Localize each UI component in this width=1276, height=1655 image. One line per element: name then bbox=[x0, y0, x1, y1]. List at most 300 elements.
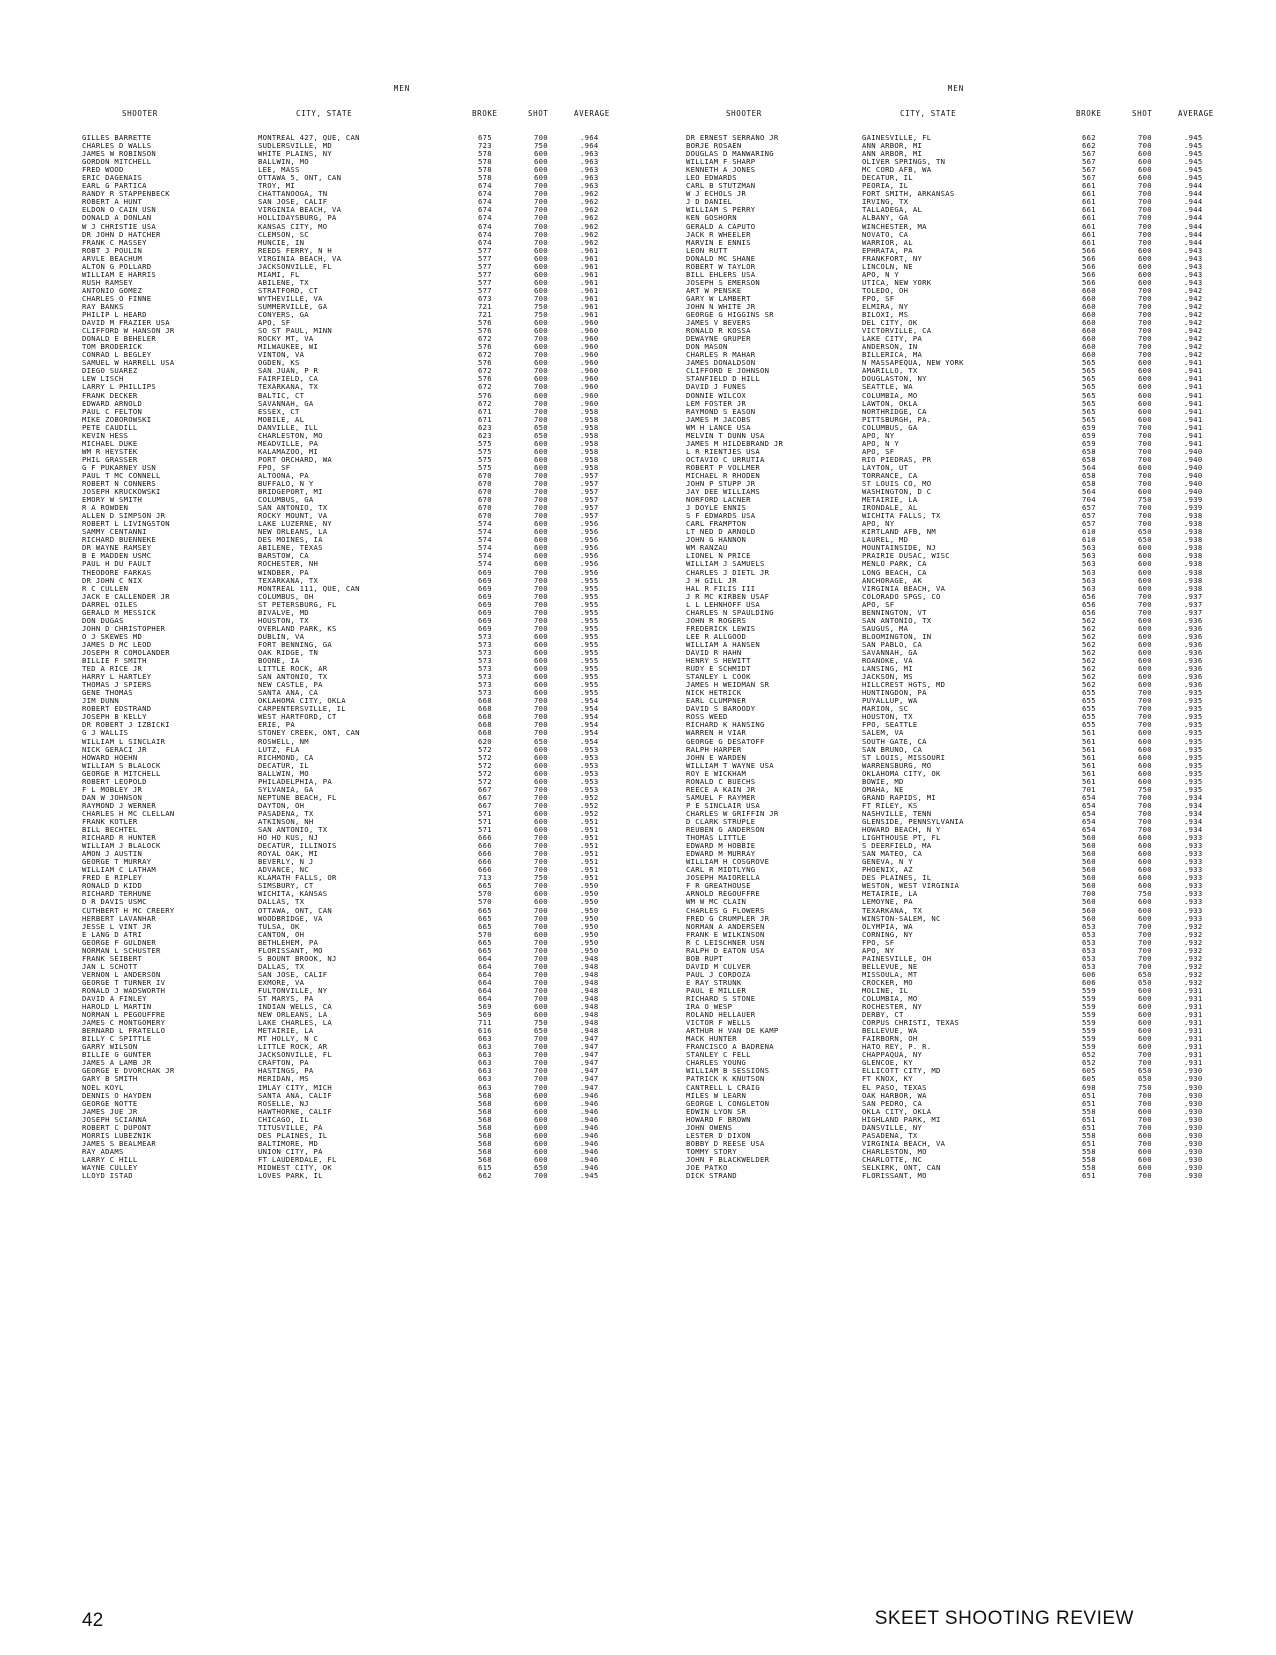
broke-value: 576 bbox=[478, 318, 492, 328]
broke-value: 576 bbox=[478, 358, 492, 368]
shot-value: 700 bbox=[1138, 1058, 1152, 1068]
city-state: ANDERSON, IN bbox=[862, 342, 918, 352]
city-state: SAN JOSE, CALIF bbox=[258, 197, 328, 207]
table-row bbox=[686, 1172, 1276, 1180]
shooter-name: DOUGLAS D MANWARING bbox=[686, 149, 774, 159]
shooter-name: MIKE ZOBOROWSKI bbox=[82, 414, 152, 424]
city-state: BALTIMORE, MD bbox=[258, 1138, 319, 1148]
shot-value: 700 bbox=[1138, 503, 1152, 513]
average-value: .961 bbox=[580, 261, 599, 271]
city-state: S DEERFIELD, MA bbox=[862, 841, 932, 851]
city-state: LAUREL, MD bbox=[862, 535, 909, 545]
shot-value: 600 bbox=[1138, 833, 1152, 843]
shot-value: 700 bbox=[534, 487, 548, 497]
broke-value: 558 bbox=[1082, 1154, 1096, 1164]
shot-value: 700 bbox=[534, 953, 548, 963]
average-value: .940 bbox=[1184, 479, 1203, 489]
city-state: APO, SF bbox=[862, 599, 895, 609]
broke-value: 659 bbox=[1082, 422, 1096, 432]
shot-value: 700 bbox=[1138, 921, 1152, 931]
average-value: .961 bbox=[580, 285, 599, 295]
average-value: .961 bbox=[580, 301, 599, 311]
shot-value: 600 bbox=[534, 744, 548, 754]
broke-value: 663 bbox=[478, 1050, 492, 1060]
shooter-name: RICHARD TERHUNE bbox=[82, 889, 152, 899]
broke-value: 669 bbox=[478, 607, 492, 617]
city-state: LEMOYNE, PA bbox=[862, 897, 913, 907]
broke-value: 562 bbox=[1082, 656, 1096, 666]
city-state: DERBY, CT bbox=[862, 1010, 904, 1020]
city-state: MEADVILLE, PA bbox=[258, 438, 319, 448]
average-value: .938 bbox=[1184, 519, 1203, 529]
shot-value: 700 bbox=[1138, 350, 1152, 360]
broke-value: 664 bbox=[478, 985, 492, 995]
city-state: BENNINGTON, VT bbox=[862, 607, 927, 617]
city-state: FLORISSANT, MO bbox=[862, 1171, 927, 1181]
broke-value: 568 bbox=[478, 1146, 492, 1156]
shot-value: 700 bbox=[534, 712, 548, 722]
broke-value: 653 bbox=[1082, 929, 1096, 939]
shooter-name: FRANK C MASSEY bbox=[82, 237, 147, 247]
shooter-name: J H GILL JR bbox=[686, 575, 737, 585]
city-state: BEVERLY, N J bbox=[258, 857, 314, 867]
shot-value: 700 bbox=[534, 205, 548, 215]
city-state: DANSVILLE, NY bbox=[862, 1122, 923, 1132]
average-value: .947 bbox=[580, 1050, 599, 1060]
shooter-name: CHARLES G FLOWERS bbox=[686, 905, 765, 915]
city-state: GRAND RAPIDS, MI bbox=[862, 792, 937, 802]
shot-value: 700 bbox=[534, 937, 548, 947]
shot-value: 600 bbox=[1138, 881, 1152, 891]
shooter-name: ROBERT N CONNERS bbox=[82, 479, 157, 489]
average-value: .955 bbox=[580, 599, 599, 609]
average-value: .947 bbox=[580, 1034, 599, 1044]
average-value: .946 bbox=[580, 1114, 599, 1124]
broke-value: 664 bbox=[478, 953, 492, 963]
broke-value: 564 bbox=[1082, 462, 1096, 472]
city-state: WINDBER, PA bbox=[258, 567, 309, 577]
shot-value: 600 bbox=[1138, 897, 1152, 907]
city-state: SAVANNAH, GA bbox=[258, 398, 314, 408]
city-state: LONG BEACH, CA bbox=[862, 567, 927, 577]
broke-value: 610 bbox=[1082, 527, 1096, 537]
shot-value: 600 bbox=[534, 752, 548, 762]
shot-value: 700 bbox=[1138, 221, 1152, 231]
shooter-name: RANDY R STAPPENBECK bbox=[82, 189, 170, 199]
shooter-name: VICTOR F WELLS bbox=[686, 1018, 751, 1028]
city-state: PUYALLUP, WA bbox=[862, 696, 918, 706]
average-value: .948 bbox=[580, 985, 599, 995]
shot-value: 700 bbox=[534, 406, 548, 416]
shot-value: 600 bbox=[534, 527, 548, 537]
shot-value: 700 bbox=[534, 913, 548, 923]
shot-value: 600 bbox=[1138, 664, 1152, 674]
shooter-name: RALPH HARPER bbox=[686, 744, 742, 754]
city-state: OTTAWA, ONT, CAN bbox=[258, 905, 333, 915]
average-value: .942 bbox=[1184, 350, 1203, 360]
city-state: FORT SMITH, ARKANSAS bbox=[862, 189, 955, 199]
broke-value: 563 bbox=[1082, 583, 1096, 593]
shot-value: 700 bbox=[1138, 1138, 1152, 1148]
city-state: BALLWIN, MO bbox=[258, 768, 309, 778]
shooter-name: LEO EDWARDS bbox=[686, 173, 737, 183]
shot-value: 600 bbox=[1138, 173, 1152, 183]
average-value: .955 bbox=[580, 623, 599, 633]
city-state: OLIVER SPRINGS, TN bbox=[862, 157, 946, 167]
average-value: .954 bbox=[580, 720, 599, 730]
shooter-name: LARRY C HILL bbox=[82, 1154, 138, 1164]
broke-value: 668 bbox=[478, 696, 492, 706]
average-value: .936 bbox=[1184, 656, 1203, 666]
shot-value: 600 bbox=[534, 318, 548, 328]
broke-value: 620 bbox=[478, 736, 492, 746]
average-value: .950 bbox=[580, 937, 599, 947]
shooter-name: WILLIAM T WAYNE USA bbox=[686, 760, 774, 770]
city-state: CANTON, OH bbox=[258, 929, 305, 939]
shot-value: 600 bbox=[1138, 398, 1152, 408]
shot-value: 600 bbox=[534, 543, 548, 553]
broke-value: 655 bbox=[1082, 696, 1096, 706]
broke-value: 651 bbox=[1082, 1114, 1096, 1124]
shot-value: 700 bbox=[534, 921, 548, 931]
shot-value: 600 bbox=[534, 261, 548, 271]
city-state: FAIRFIELD, CA bbox=[258, 374, 319, 384]
shot-value: 600 bbox=[1138, 744, 1152, 754]
city-state: HIGHLAND PARK, MI bbox=[862, 1114, 941, 1124]
city-state: HOUSTON, TX bbox=[862, 712, 913, 722]
shooter-name: RICHARD K HANSING bbox=[686, 720, 765, 730]
average-value: .931 bbox=[1184, 1034, 1203, 1044]
shot-value: 600 bbox=[1138, 849, 1152, 859]
city-state: LAKE LUZERNE, NY bbox=[258, 519, 333, 529]
shot-value: 600 bbox=[534, 1154, 548, 1164]
average-value: .944 bbox=[1184, 221, 1203, 231]
average-value: .940 bbox=[1184, 454, 1203, 464]
city-state: BIVALVE, MD bbox=[258, 607, 309, 617]
broke-value: 674 bbox=[478, 189, 492, 199]
broke-value: 570 bbox=[478, 889, 492, 899]
broke-value: 656 bbox=[1082, 599, 1096, 609]
broke-value: 674 bbox=[478, 221, 492, 231]
broke-value: 563 bbox=[1082, 575, 1096, 585]
shot-value: 700 bbox=[534, 1066, 548, 1076]
shooter-name: CHARLES D WALLS bbox=[82, 141, 152, 151]
shooter-name: FRANK DECKER bbox=[82, 390, 138, 400]
shooter-name: WILLIAM F SHARP bbox=[686, 157, 756, 167]
shooter-name: BERNARD L FRATELLO bbox=[82, 1026, 166, 1036]
average-value: .962 bbox=[580, 197, 599, 207]
broke-value: 652 bbox=[1082, 1058, 1096, 1068]
average-value: .962 bbox=[580, 229, 599, 239]
shot-value: 700 bbox=[534, 591, 548, 601]
city-state: CHATTANOOGA, TN bbox=[258, 189, 328, 199]
shooter-name: MILES W LEARN bbox=[686, 1090, 747, 1100]
average-value: .930 bbox=[1184, 1122, 1203, 1132]
broke-value: 654 bbox=[1082, 825, 1096, 835]
city-state: VIRGINIA BEACH, VA bbox=[862, 1138, 946, 1148]
city-state: DOUGLASTON, NY bbox=[862, 374, 927, 384]
city-state: SEATTLE, WA bbox=[862, 382, 913, 392]
shooter-name: GEORGE NOTTE bbox=[82, 1098, 138, 1108]
broke-value: 672 bbox=[478, 366, 492, 376]
broke-value: 565 bbox=[1082, 374, 1096, 384]
broke-value: 671 bbox=[478, 406, 492, 416]
city-state: PHILADELPHIA, PA bbox=[258, 776, 333, 786]
shot-value: 700 bbox=[1138, 945, 1152, 955]
broke-value: 654 bbox=[1082, 808, 1096, 818]
city-state: HILLCREST HGTS, MD bbox=[862, 680, 946, 690]
broke-value: 572 bbox=[478, 776, 492, 786]
city-state: ST MARYS, PA bbox=[258, 994, 314, 1004]
shooter-name: B E MADDEN USMC bbox=[82, 551, 152, 561]
average-value: .955 bbox=[580, 591, 599, 601]
shooter-name: R C LEISCHNER USN bbox=[686, 937, 765, 947]
broke-value: 660 bbox=[1082, 318, 1096, 328]
broke-value: 665 bbox=[478, 905, 492, 915]
average-value: .951 bbox=[580, 849, 599, 859]
average-value: .935 bbox=[1184, 688, 1203, 698]
shot-value: 600 bbox=[534, 277, 548, 287]
broke-value: 561 bbox=[1082, 776, 1096, 786]
shot-value: 600 bbox=[1138, 648, 1152, 657]
city-state: ABILENE, TEXAS bbox=[258, 543, 323, 553]
shot-value: 600 bbox=[534, 672, 548, 682]
broke-value: 560 bbox=[1082, 841, 1096, 851]
city-state: CORNING, NY bbox=[862, 929, 913, 939]
shooter-name: CLIFFORD W HANSON JR bbox=[82, 326, 175, 336]
shooter-name: WILLIAM S PERRY bbox=[686, 205, 756, 215]
city-state: CRAFTON, PA bbox=[258, 1058, 309, 1068]
city-state: TORRANCE, CA bbox=[862, 470, 918, 480]
city-state: NASHVILLE, TENN bbox=[862, 808, 932, 818]
shot-value: 700 bbox=[1138, 318, 1152, 328]
shooter-name: DON MASON bbox=[686, 342, 728, 352]
broke-value: 566 bbox=[1082, 253, 1096, 263]
average-value: .932 bbox=[1184, 961, 1203, 971]
shooter-name: L R RIENTJES USA bbox=[686, 446, 761, 456]
average-value: .931 bbox=[1184, 1050, 1203, 1060]
shooter-name: ROBERT A HUNT bbox=[82, 197, 143, 207]
shooter-name: RUDY E SCHMIDT bbox=[686, 664, 751, 674]
shooter-name: L L LEHNHOFF USA bbox=[686, 599, 761, 609]
average-value: .955 bbox=[580, 575, 599, 585]
shooter-name: CARL B STUTZMAN bbox=[686, 181, 756, 191]
shot-value: 600 bbox=[534, 559, 548, 569]
shooter-name: JOHN D CHRISTOPHER bbox=[82, 623, 166, 633]
average-value: .960 bbox=[580, 366, 599, 376]
shot-value: 600 bbox=[534, 1106, 548, 1116]
broke-value: 577 bbox=[478, 269, 492, 279]
shooter-name: DICK STRAND bbox=[686, 1171, 737, 1181]
broke-value: 666 bbox=[478, 833, 492, 843]
shot-value: 600 bbox=[534, 639, 548, 649]
city-state: NEW ORLEANS, LA bbox=[258, 527, 328, 537]
average-value: .932 bbox=[1184, 953, 1203, 963]
broke-value: 560 bbox=[1082, 873, 1096, 883]
average-value: .937 bbox=[1184, 607, 1203, 617]
shooter-name: D R DAVIS USMC bbox=[82, 897, 147, 907]
shooter-name: WILLIAM E HARRIS bbox=[82, 269, 157, 279]
shooter-name: DR ERNEST SERRANO JR bbox=[686, 133, 779, 142]
city-state: KANSAS CITY, MO bbox=[258, 221, 328, 231]
city-state: BELLEVUE, WA bbox=[862, 1026, 918, 1036]
broke-value: 664 bbox=[478, 961, 492, 971]
broke-value: 572 bbox=[478, 768, 492, 778]
shooter-name: ROBERT L LIVINGSTON bbox=[82, 519, 170, 529]
shooter-name: CLIFFORD E JOHNSON bbox=[686, 366, 770, 376]
average-value: .943 bbox=[1184, 253, 1203, 263]
shot-value: 600 bbox=[534, 462, 548, 472]
city-state: FPO, SF bbox=[862, 293, 895, 303]
city-state: RIO PIEDRAS, PR bbox=[862, 454, 932, 464]
broke-value: 616 bbox=[478, 1026, 492, 1036]
shot-value: 700 bbox=[1138, 181, 1152, 191]
city-state: FPO, SEATTLE bbox=[862, 720, 918, 730]
city-state: COLUMBIA, MO bbox=[862, 994, 918, 1004]
shooter-name: GEORGE L CONGLETON bbox=[686, 1098, 770, 1108]
section-title-right: MEN bbox=[947, 84, 965, 93]
broke-value: 576 bbox=[478, 342, 492, 352]
shooter-name: WAYNE CULLEY bbox=[82, 1163, 138, 1172]
average-value: .948 bbox=[580, 994, 599, 1004]
average-value: .933 bbox=[1184, 841, 1203, 851]
shooter-name: WM RANZAU bbox=[686, 543, 728, 553]
shooter-name: TOMMY STORY bbox=[686, 1146, 737, 1156]
broke-value: 565 bbox=[1082, 366, 1096, 376]
average-value: .930 bbox=[1184, 1146, 1203, 1156]
average-value: .931 bbox=[1184, 1010, 1203, 1020]
city-state: OTTAWA 5, ONT, CAN bbox=[258, 173, 342, 183]
broke-value: 661 bbox=[1082, 197, 1096, 207]
average-value: .936 bbox=[1184, 639, 1203, 649]
shot-value: 600 bbox=[534, 173, 548, 183]
shot-value: 600 bbox=[1138, 760, 1152, 770]
city-state: PEORIA, IL bbox=[862, 181, 909, 191]
shooter-name: ART W PENSKE bbox=[686, 285, 742, 295]
broke-value: 670 bbox=[478, 511, 492, 521]
broke-value: 662 bbox=[1082, 141, 1096, 151]
shooter-name: ERIC DAGENAIS bbox=[82, 173, 143, 183]
shot-value: 600 bbox=[1138, 567, 1152, 577]
city-state: HOLLIDAYSBURG, PA bbox=[258, 213, 337, 223]
shooter-name: ROBT J POULIN bbox=[82, 245, 143, 255]
shooter-name: PAUL H DU FAULT bbox=[82, 559, 152, 569]
shot-value: 600 bbox=[1138, 149, 1152, 159]
broke-value: 563 bbox=[1082, 551, 1096, 561]
average-value: .946 bbox=[580, 1163, 599, 1172]
shooter-name: DONNIE WILCOX bbox=[686, 390, 747, 400]
broke-value: 668 bbox=[478, 704, 492, 714]
average-value: .950 bbox=[580, 929, 599, 939]
broke-value: 698 bbox=[1082, 1082, 1096, 1092]
shot-value: 700 bbox=[534, 728, 548, 738]
average-value: .951 bbox=[580, 833, 599, 843]
city-state: JACKSON, MS bbox=[862, 672, 913, 682]
city-state: BALTIC, CT bbox=[258, 390, 305, 400]
city-state: SOUTH GATE, CA bbox=[862, 736, 927, 746]
city-state: DALLAS, TX bbox=[258, 897, 305, 907]
shooter-name: ANTONIO GOMEZ bbox=[82, 285, 143, 295]
shooter-name: BILLIE G GUNTER bbox=[82, 1050, 152, 1060]
city-state: NEW ORLEANS, LA bbox=[258, 1010, 328, 1020]
broke-value: 669 bbox=[478, 567, 492, 577]
average-value: .930 bbox=[1184, 1074, 1203, 1084]
broke-value: 560 bbox=[1082, 881, 1096, 891]
shooter-name: HOWARD F BROWN bbox=[686, 1114, 751, 1124]
shot-value: 700 bbox=[534, 720, 548, 730]
broke-value: 569 bbox=[478, 1010, 492, 1020]
average-value: .955 bbox=[580, 688, 599, 698]
shot-value: 600 bbox=[1138, 406, 1152, 416]
shot-value: 700 bbox=[1138, 607, 1152, 617]
broke-value: 568 bbox=[478, 1114, 492, 1124]
shot-value: 600 bbox=[1138, 1018, 1152, 1028]
shooter-name: GARY W LAMBERT bbox=[686, 293, 751, 303]
header-shot: SHOT bbox=[528, 108, 549, 118]
broke-value: 568 bbox=[478, 1154, 492, 1164]
average-value: .960 bbox=[580, 398, 599, 408]
shooter-name: JAY DEE WILLIAMS bbox=[686, 487, 761, 497]
average-value: .933 bbox=[1184, 857, 1203, 867]
city-state: LEE, MASS bbox=[258, 165, 300, 175]
broke-value: 558 bbox=[1082, 1130, 1096, 1140]
shot-value: 700 bbox=[1138, 422, 1152, 432]
shot-value: 600 bbox=[1138, 768, 1152, 778]
shot-value: 700 bbox=[1138, 800, 1152, 810]
city-state: OAK RIDGE, TN bbox=[258, 648, 319, 657]
shot-value: 600 bbox=[534, 929, 548, 939]
shot-value: 700 bbox=[534, 905, 548, 915]
shot-value: 600 bbox=[1138, 639, 1152, 649]
city-state: DANVILLE, ILL bbox=[258, 422, 319, 432]
city-state: DECATUR, IL bbox=[258, 760, 309, 770]
shooter-name: SAMUEL F RAYMER bbox=[686, 792, 756, 802]
shot-value: 700 bbox=[534, 599, 548, 609]
shot-value: 600 bbox=[1138, 873, 1152, 883]
broke-value: 568 bbox=[478, 1122, 492, 1132]
shooter-name: JAMES H WEIDMAN SR bbox=[686, 680, 770, 690]
broke-value: 560 bbox=[1082, 913, 1096, 923]
average-value: .964 bbox=[580, 141, 599, 151]
city-state: APO, SF bbox=[258, 318, 291, 328]
average-value: .948 bbox=[580, 1010, 599, 1020]
broke-value: 657 bbox=[1082, 503, 1096, 513]
shot-value: 600 bbox=[1138, 366, 1152, 376]
shooter-name: NICK HETRICK bbox=[686, 688, 742, 698]
city-state: WICHITA, KANSAS bbox=[258, 889, 328, 899]
average-value: .955 bbox=[580, 656, 599, 666]
shot-value: 600 bbox=[1138, 672, 1152, 682]
table-body-left bbox=[82, 134, 672, 1180]
average-value: .932 bbox=[1184, 921, 1203, 931]
broke-value: 560 bbox=[1082, 905, 1096, 915]
broke-value: 655 bbox=[1082, 720, 1096, 730]
shot-value: 600 bbox=[1138, 358, 1152, 368]
average-value: .954 bbox=[580, 728, 599, 738]
average-value: .944 bbox=[1184, 205, 1203, 215]
broke-value: 568 bbox=[478, 1090, 492, 1100]
shooter-name: D CLARK STRUPLE bbox=[686, 816, 756, 826]
shooter-name: BILLY C SPITTLE bbox=[82, 1034, 152, 1044]
city-state: VINTON, VA bbox=[258, 350, 305, 360]
shooter-name: RICHARD BUENNEKE bbox=[82, 535, 157, 545]
broke-value: 661 bbox=[1082, 205, 1096, 215]
shooter-name: PAUL T MC CONNELL bbox=[82, 470, 161, 480]
city-state: HATO REY, P. R. bbox=[862, 1042, 932, 1052]
city-state: VIRGINIA BEACH, VA bbox=[258, 253, 342, 263]
broke-value: 668 bbox=[478, 712, 492, 722]
city-state: MENLO PARK, CA bbox=[862, 559, 927, 569]
